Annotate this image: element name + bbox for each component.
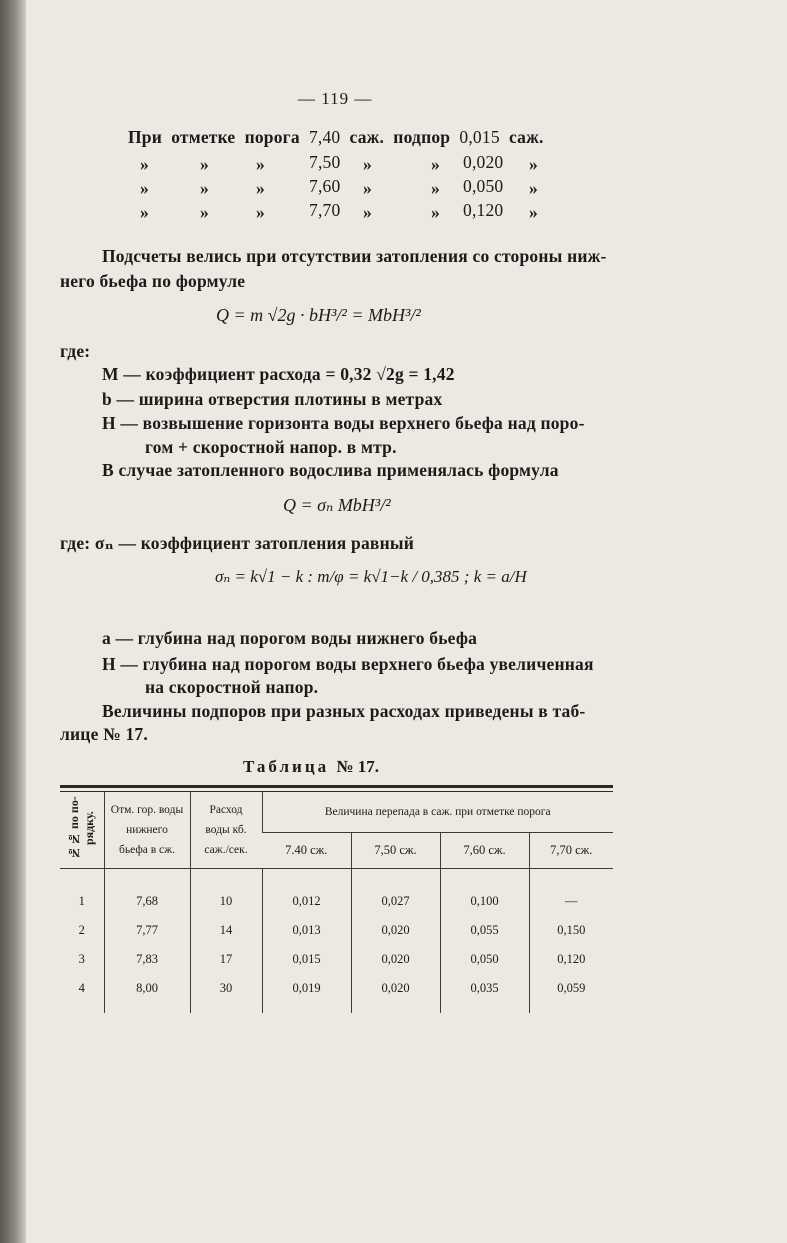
where-label-2: где: σₙ — коэффициент затопления равный [60,533,414,553]
paragraph-3-line-2: лице № 17. [60,724,148,744]
subheader-750: 7,50 сж. [351,832,440,868]
formula-submergence-coefficient: σₙ = k√1 − k : m/φ = k√1−k / 0,385 ; k = a/H [215,567,527,586]
definition-M: M — коэффициент расхода = 0,32 √2g = 1,42 [102,364,455,384]
subheader-760: 7,60 сж. [440,832,529,868]
definition-b: b — ширина отверстия плотины в метрах [102,389,443,409]
definition-H2-line-1: H — глубина над порогом воды верхнего бьефа увеличенная [102,654,594,674]
where-label-1: где: [60,341,91,361]
definition-H-line-2: гом + скоростной напор. в мтр. [145,437,397,457]
table-row: 2 7,77 14 0,013 0,020 0,055 0,150 [60,916,613,945]
table-row: 3 7,83 17 0,015 0,020 0,050 0,120 [60,945,613,974]
paragraph-3-line-1: Величины подпоров при разных расходах приведены в таб- [102,701,586,721]
table-spacer-row [60,869,613,887]
data-table [60,792,613,1013]
header-row-number: №№ по по-рядку. [60,792,104,869]
table-row: 1 7,68 10 0,012 0,027 0,100 — [60,887,613,916]
subheader-770: 7,70 сж. [529,832,613,868]
paragraph-1-line-1: Подсчеты велись при отсутствии затопления со стороны ниж- [102,246,607,266]
definition-H-line-1: H — возвышение горизонта воды верхнего бьефа над поро- [102,413,585,433]
subheader-740: 7.40 сж. [262,832,351,868]
paragraph-1-line-2: него бьефа по формуле [60,271,246,291]
formula-submerged: Q = σₙ MbH³/² [283,495,391,515]
header-lower-level: Отм. гор. воды нижнего бьефа в сж. [104,792,190,869]
paragraph-2: В случае затопленного водослива применялась формула [102,460,559,480]
page-number: — 119 — [298,89,373,108]
table-row: 4 8,00 30 0,019 0,020 0,035 0,059 [60,974,613,1003]
threshold-row-1: При отметке порога 7,40 саж. подпор 0,015 саж. [128,127,544,147]
table-header-row-1 [60,792,613,832]
table-bottom-spacer [60,1003,613,1013]
header-flow: Расход воды кб. саж./сек. [190,792,262,869]
definition-a: a — глубина над порогом воды нижнего бьефа [102,628,478,648]
formula-free-flow: Q = m √2g · bH³/² = MbH³/² [216,305,421,325]
book-spine-edge [0,0,26,1243]
header-head-drop-group: Величина перепада в саж. при отметке порога [262,792,613,832]
table-caption: Таблица № 17. [243,757,379,776]
definition-H2-line-2: на скоростной напор. [145,677,319,697]
table-top-rule [60,785,613,788]
